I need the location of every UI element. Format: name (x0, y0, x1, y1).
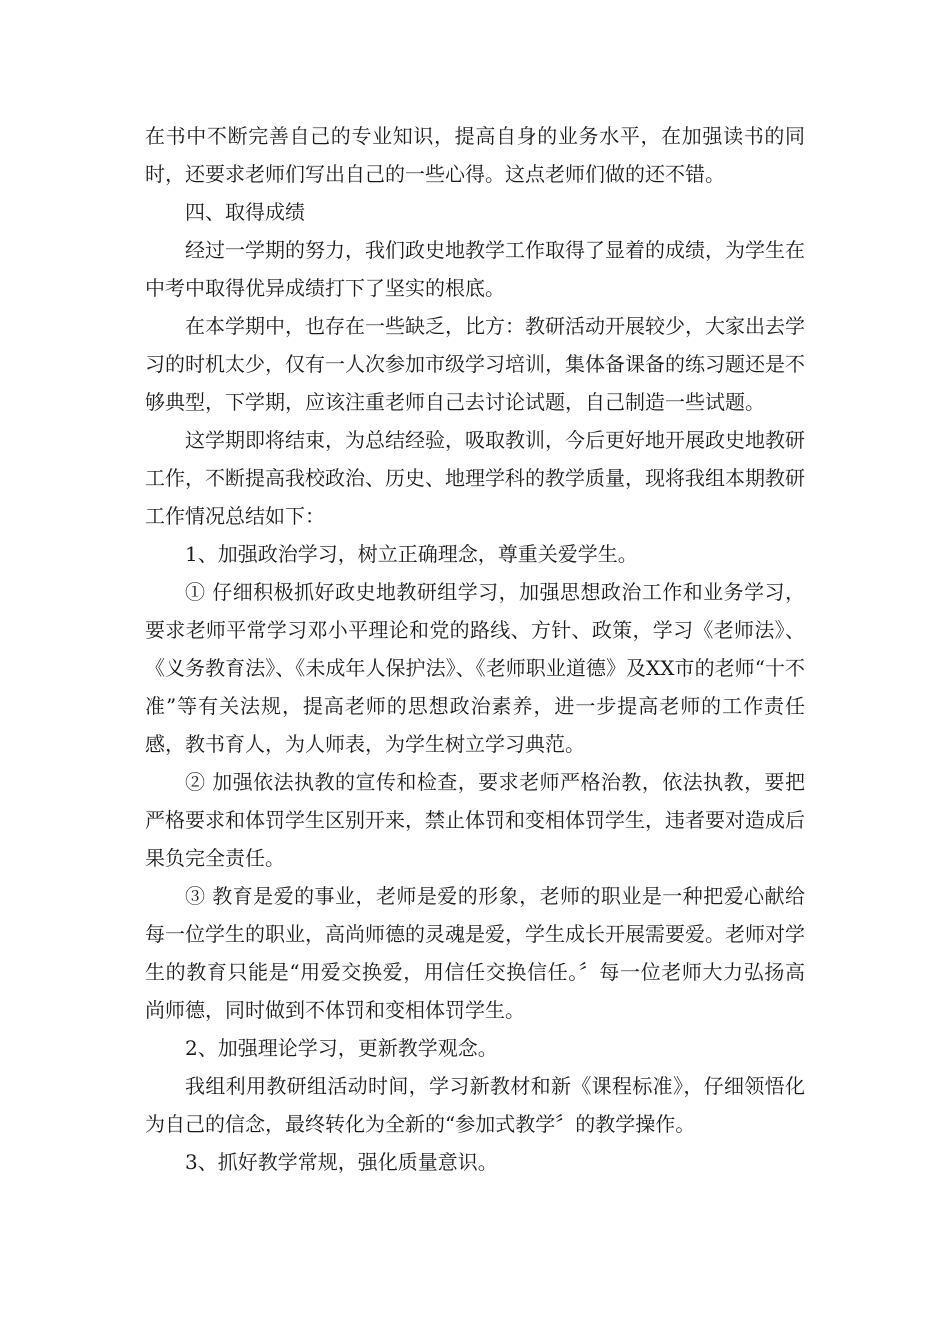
item-heading-teaching-routine: 3、抓好教学常规，强化质量意识。 (185, 1150, 498, 1174)
item-heading-political-study: 1、加强政治学习，树立正确理念，尊重关爱学生。 (185, 542, 638, 566)
item-heading-theory-study: 2、加强理论学习，更新教学观念。 (185, 1036, 498, 1060)
paragraph-theory-study: 我组利用教研组活动时间，学习新教材和新《课程标准》，仔细领悟化为自己的信念，最终转化为全新的“参加式教学〞的教学操作。 (145, 1074, 805, 1136)
paragraph-continued-reading: 在书中不断完善自己的专业知识，提高自身的业务水平，在加强读书的同时，还要求老师们写出自己的一些心得。这点老师们做的还不错。 (145, 124, 805, 186)
paragraph-summary-intro: 这学期即将结束，为总结经验，吸取教训，今后更好地开展政史地教研工作，不断提高我校政治、历史、地理学科的教学质量，现将我组本期教研工作情况总结如下： (145, 428, 805, 528)
section-heading-achievements: 四、取得成绩 (185, 200, 305, 224)
paragraph-point-2: ② 加强依法执教的宣传和检查，要求老师严格治教，依法执教，要把严格要求和体罚学生区别开来，禁止体罚和变相体罚学生，违者要对造成后果负完全责任。 (145, 770, 805, 870)
paragraph-point-3: ③ 教育是爱的事业，老师是爱的形象，老师的职业是一种把爱心献给每一位学生的职业，高尚师德的灵魂是爱，学生成长开展需要爱。老师对学生的教育只能是“用爱交换爱，用信任交换信任。〞每一位老师大力弘扬高尚师德，同时做到不体罚和变相体罚学生。 (145, 884, 805, 1022)
paragraph-shortcomings: 在本学期中，也存在一些缺乏，比方：教研活动开展较少，大家出去学习的时机太少，仅有一人次参加市级学习培训，集体备课备的练习题还是不够典型，下学期，应该注重老师自己去讨论试题，自己制造一些试题。 (145, 314, 805, 414)
paragraph-point-1: ① 仔细积极抓好政史地教研组学习，加强思想政治工作和业务学习，要求老师平常学习邓小平理论和党的路线、方针、政策，学习《老师法》、《义务教育法》、《未成年人保护法》、《老师职业道德》及XX市的老师“十不准”等有关法规，提高老师的思想政治素养，进一步提高老师的工作责任感，教书育人，为人师表，为学生树立学习典范。 (145, 580, 805, 756)
document-body (145, 117, 805, 1181)
paragraph-achievements: 经过一学期的努力，我们政史地教学工作取得了显着的成绩，为学生在中考中取得优异成绩打下了坚实的根底。 (145, 238, 805, 300)
